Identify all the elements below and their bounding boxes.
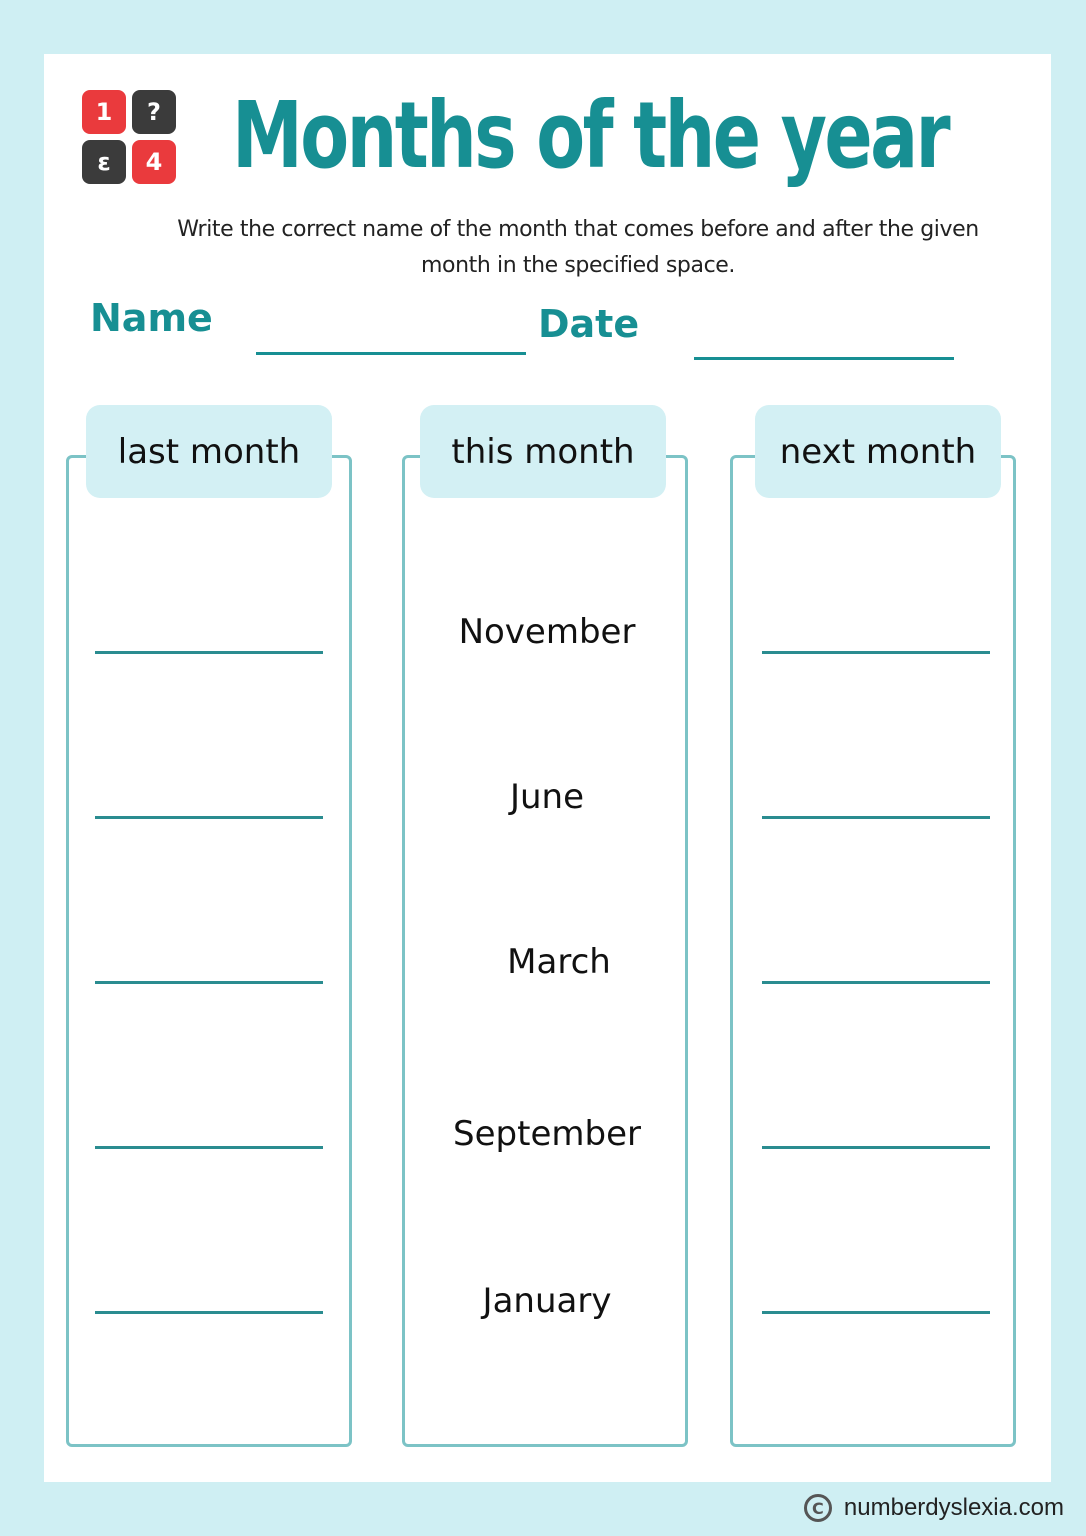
- month-item: June: [509, 777, 585, 817]
- footer: [804, 1494, 1064, 1522]
- site-link[interactable]: numberdyslexia.com: [843, 1494, 1064, 1521]
- number-dyslexia-logo: [82, 90, 178, 186]
- last-month-column: [66, 455, 352, 1447]
- logo-tile-epsilon: ε: [82, 140, 126, 184]
- instructions: Write the correct name of the month that comes before and after the given month in the specified space.: [177, 217, 979, 278]
- logo-tile-question: ?: [132, 90, 176, 134]
- date-label: Date: [538, 302, 640, 346]
- last-month-blank-5[interactable]: [95, 1311, 323, 1314]
- next-month-blank-5[interactable]: [762, 1311, 990, 1314]
- month-item: March: [507, 942, 611, 982]
- next-month-blank-4[interactable]: [762, 1146, 990, 1149]
- name-label: Name: [90, 296, 213, 340]
- logo-tile-1: 1: [82, 90, 126, 134]
- next-month-header: next month: [755, 405, 1001, 498]
- name-field[interactable]: [256, 352, 526, 355]
- last-month-blank-2[interactable]: [95, 816, 323, 819]
- next-month-column: [730, 455, 1016, 1447]
- last-month-blank-1[interactable]: [95, 651, 323, 654]
- next-month-blank-2[interactable]: [762, 816, 990, 819]
- copyright-icon: C: [804, 1494, 832, 1522]
- this-month-header: this month: [420, 405, 666, 498]
- next-month-blank-1[interactable]: [762, 651, 990, 654]
- month-item: November: [458, 612, 636, 652]
- page-title: Months of the year: [232, 82, 949, 189]
- next-month-blank-3[interactable]: [762, 981, 990, 984]
- month-item: January: [482, 1281, 612, 1321]
- last-month-blank-3[interactable]: [95, 981, 323, 984]
- last-month-blank-4[interactable]: [95, 1146, 323, 1149]
- last-month-header: last month: [86, 405, 332, 498]
- date-field[interactable]: [694, 357, 954, 360]
- month-item: September: [453, 1114, 641, 1154]
- logo-tile-4: 4: [132, 140, 176, 184]
